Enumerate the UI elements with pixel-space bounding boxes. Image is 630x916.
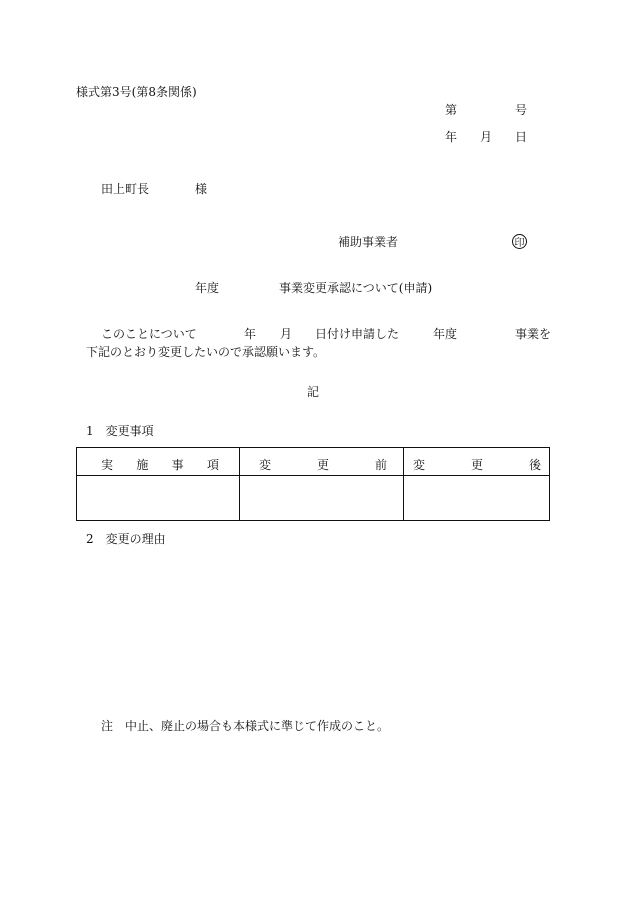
doc-number-suffix: 号: [515, 103, 528, 117]
table-header-before-change: 変 更 前: [259, 458, 387, 472]
table-cell-implementation[interactable]: [77, 476, 239, 520]
section1-heading: 1 変更事項: [86, 424, 154, 438]
body-line1-part2: 日付け申請した: [315, 327, 400, 341]
addressee-honorific: 様: [195, 182, 208, 196]
body-line2: 下記のとおり変更したいので承認願います。: [86, 345, 326, 359]
doc-number-prefix: 第: [445, 103, 458, 117]
body-line1-nendo: 年度: [433, 327, 458, 341]
addressee-name: 田上町長: [101, 182, 150, 196]
title-nendo: 年度: [195, 281, 220, 295]
body-line1-part1: このことについて: [101, 327, 197, 341]
table-header-implementation-items: 実 施 事 項: [101, 458, 219, 472]
body-line1-year: 年: [244, 327, 257, 341]
seal-icon: 印: [512, 234, 527, 249]
ki-label: 記: [307, 385, 320, 399]
footnote: 注 中止、廃止の場合も本様式に準じて作成のこと。: [101, 719, 390, 733]
table-header-after-change: 変 更 後: [413, 458, 541, 472]
body-line1-jigyo: 事業を: [515, 327, 552, 341]
applicant-label: 補助事業者: [338, 235, 399, 249]
table-cell-after[interactable]: [404, 476, 549, 520]
body-line1-month: 月: [280, 327, 293, 341]
date-year: 年: [445, 130, 458, 144]
table-cell-before[interactable]: [240, 476, 403, 520]
section2-heading: 2 変更の理由: [86, 532, 166, 546]
date-day: 日: [515, 130, 528, 144]
form-label: 様式第3号(第8条関係): [76, 85, 197, 99]
title-subject: 事業変更承認について(申請): [279, 281, 433, 295]
date-month: 月: [480, 130, 493, 144]
change-items-table: [76, 447, 550, 521]
